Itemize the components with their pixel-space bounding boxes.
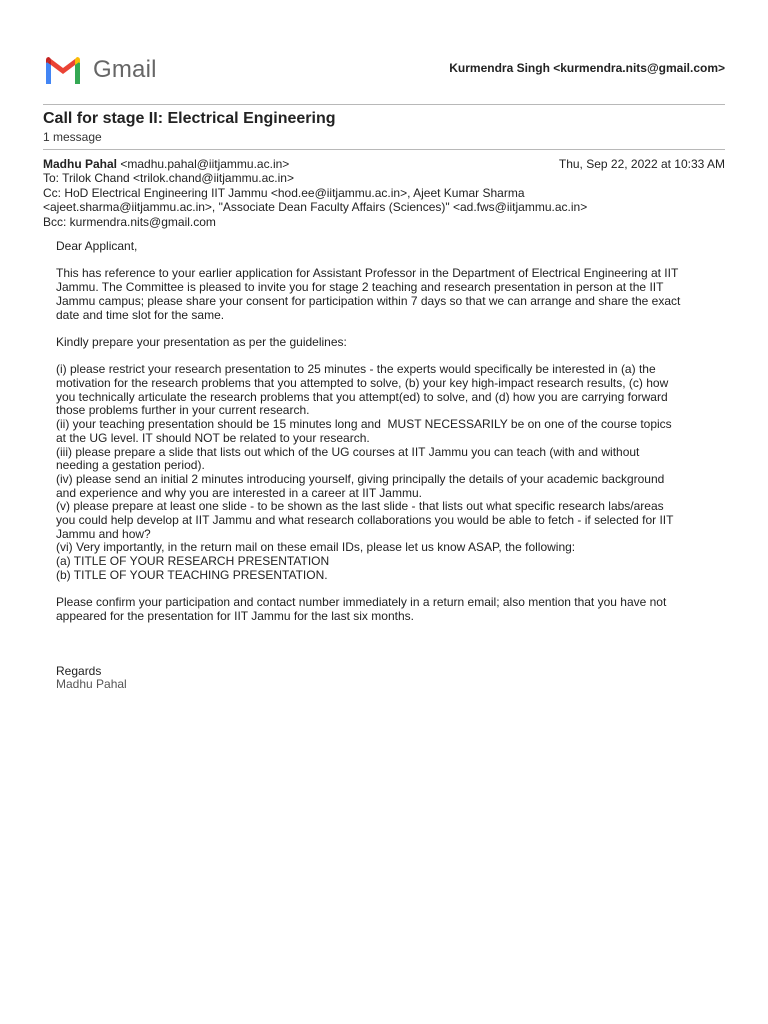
thread-subject: Call for stage II: Electrical Engineering <box>43 110 336 127</box>
paragraph-guidelines <box>56 363 721 582</box>
subject-divider <box>43 149 725 150</box>
body-line: (v) please prepare at least one slide - to be shown as the last slide - that lists out what specific research labs/areas <box>56 499 664 514</box>
body-line: Please confirm your participation and contact number immediately in a return email; also mention that you have not <box>56 595 667 610</box>
body-line: (ii) your teaching presentation should be 15 minutes long and MUST NECESSARILY be on one of the course topics <box>56 417 672 432</box>
body-line: date and time slot for the same. <box>56 307 225 322</box>
body-line: (vi) Very importantly, in the return mail on these email IDs, please let us know ASAP, the following: <box>56 540 576 555</box>
closing: Regards <box>56 663 102 678</box>
message-body <box>56 240 721 692</box>
body-line: you technically articulate the research problems that you attempt(ed) to solve, and (d) how you are carrying forward <box>56 389 668 404</box>
message-date: Thu, Sep 22, 2022 at 10:33 AM <box>558 157 725 171</box>
body-line: you could help develop at IIT Jammu and what research collaborations you would be able to fetch - if selected for IIT <box>56 513 674 528</box>
print-header <box>43 52 725 86</box>
paragraph-invitation <box>56 267 721 322</box>
body-line: Jammu and how? <box>56 526 151 541</box>
body-line: This has reference to your earlier application for Assistant Professor in the Department of Electrical Engineering at IIT <box>56 266 679 281</box>
message-count: 1 message <box>43 130 102 144</box>
cc-line-2: <ajeet.sharma@iitjammu.ac.in>, "Associate Dean Faculty Affairs (Sciences)" <ad.fws@iitjammu.ac.in> <box>43 200 588 215</box>
message-header <box>43 157 725 229</box>
body-line: (iii) please prepare a slide that lists out which of the UG courses at IIT Jammu you can teach (with and without <box>56 444 640 459</box>
paragraph-guidelines-intro: Kindly prepare your presentation as per the guidelines: <box>56 334 347 349</box>
account-owner: Kurmendra Singh <kurmendra.nits@gmail.com> <box>449 61 725 75</box>
body-line: appeared for the presentation for IIT Jammu for the last six months. <box>56 608 414 623</box>
greeting: Dear Applicant, <box>56 239 138 253</box>
body-line: at the UG level. IT should NOT be related to your research. <box>56 430 370 445</box>
signature: Madhu Pahal <box>56 677 127 692</box>
sender-email: <madhu.pahal@iitjammu.ac.in> <box>117 157 290 171</box>
gmail-m-icon <box>43 54 83 86</box>
body-line: Jammu campus; please share your consent for participation within 7 days so that we can arrange and share the exact <box>56 293 681 308</box>
gmail-wordmark: Gmail <box>93 56 157 83</box>
body-line: Jammu. The Committee is pleased to invite you for stage 2 teaching and research presentation in person at the IIT <box>56 280 664 295</box>
body-line: (i) please restrict your research presentation to 25 minutes - the experts would specifically be interested in (a) the <box>56 362 656 377</box>
bcc-line: Bcc: kurmendra.nits@gmail.com <box>43 214 216 229</box>
body-line: those problems further in your current research. <box>56 403 310 418</box>
body-line: (b) TITLE OF YOUR TEACHING PRESENTATION. <box>56 567 328 582</box>
body-line: and experience and why you are interested in a career at IIT Jammu. <box>56 485 422 500</box>
body-line: (a) TITLE OF YOUR RESEARCH PRESENTATION <box>56 554 330 569</box>
body-line: needing a gestation period). <box>56 458 205 473</box>
header-divider <box>43 104 725 105</box>
sender-name: Madhu Pahal <box>43 157 118 171</box>
body-line: motivation for the research problems that you attempted to solve, (b) your key high-impact research results, (c) how <box>56 375 669 390</box>
to-line: To: Trilok Chand <trilok.chand@iitjammu.ac.in> <box>43 171 294 186</box>
body-line: (iv) please send an initial 2 minutes introducing yourself, giving principally the details of your academic background <box>56 471 665 486</box>
cc-line-1: Cc: HoD Electrical Engineering IIT Jammu <hod.ee@iitjammu.ac.in>, Ajeet Kumar Sharma <box>43 185 525 200</box>
paragraph-confirmation <box>56 596 721 623</box>
